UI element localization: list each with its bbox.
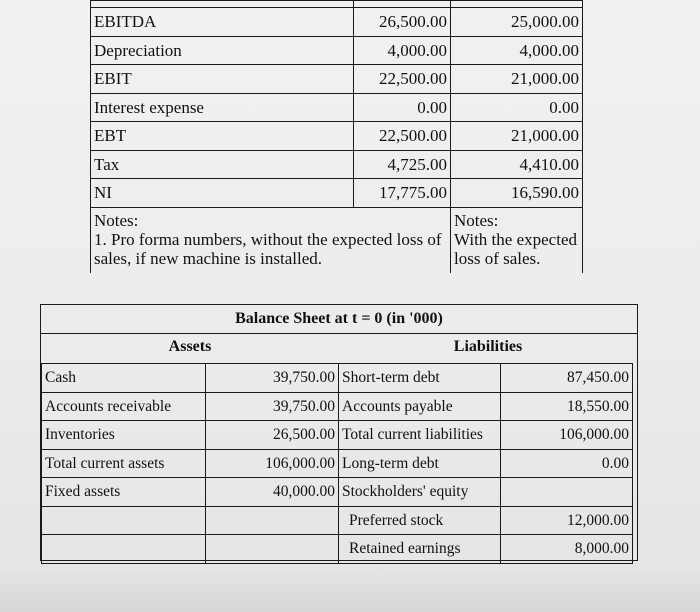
notes-left-line1: 1. Pro forma numbers, without the expected loss of	[94, 229, 442, 249]
table-row-tax	[91, 150, 583, 179]
row-value-1: 17,775.00	[354, 179, 451, 208]
row-value-2: 25,000.00	[451, 8, 583, 37]
notes-right-line2: loss of sales.	[454, 248, 541, 268]
asset-label: Cash	[42, 364, 206, 393]
table-row	[42, 449, 633, 478]
liabilities-header: Liabilities	[453, 338, 523, 355]
balance-sheet	[40, 304, 638, 561]
asset-label	[42, 506, 206, 535]
table-row-ebitda	[91, 8, 583, 37]
asset-label: Inventories	[42, 421, 206, 450]
row-value-2: 0.00	[451, 93, 583, 122]
row-label: Depreciation	[91, 36, 354, 65]
cut-cell	[354, 1, 451, 8]
row-label: EBIT	[91, 65, 354, 94]
table-row-ebt	[91, 122, 583, 151]
table-row	[42, 478, 633, 507]
table-row	[42, 506, 633, 535]
asset-value: 40,000.00	[206, 478, 339, 507]
table-row-ni	[91, 179, 583, 208]
row-label: Tax	[91, 150, 354, 179]
liability-label: Accounts payable	[339, 392, 501, 421]
row-label: EBT	[91, 122, 354, 151]
asset-value: 39,750.00	[206, 364, 339, 393]
photo-shadow	[0, 565, 700, 612]
notes-right-title: Notes:	[454, 210, 499, 230]
liability-value: 18,550.00	[501, 392, 633, 421]
asset-label: Accounts receivable	[42, 392, 206, 421]
asset-value: 39,750.00	[206, 392, 339, 421]
row-value-2: 21,000.00	[451, 122, 583, 151]
liability-label: Short-term debt	[339, 364, 501, 393]
asset-value	[206, 535, 339, 564]
table-row	[42, 535, 633, 564]
balance-sheet-table	[41, 363, 633, 564]
liability-label: Preferred stock	[339, 506, 501, 535]
row-value-2: 16,590.00	[451, 179, 583, 208]
row-value-1: 22,500.00	[354, 65, 451, 94]
row-value-1: 4,725.00	[354, 150, 451, 179]
liability-value	[501, 478, 633, 507]
cut-cell	[91, 1, 354, 8]
table-row	[42, 364, 633, 393]
liability-label: Stockholders' equity	[339, 478, 501, 507]
liability-label: Total current liabilities	[339, 421, 501, 450]
liability-label: Retained earnings	[339, 535, 501, 564]
notes-left-line2: sales, if new machine is installed.	[94, 248, 323, 268]
row-label: EBITDA	[91, 8, 354, 37]
liability-value: 0.00	[501, 449, 633, 478]
balance-sheet-title: Balance Sheet at t = 0 (in '000)	[41, 305, 637, 334]
notes-left	[91, 207, 451, 273]
table-row	[42, 392, 633, 421]
assets-header: Assets	[168, 338, 212, 355]
asset-value: 26,500.00	[206, 421, 339, 450]
notes-right	[451, 207, 583, 273]
cut-cell	[451, 1, 583, 8]
row-value-1: 0.00	[354, 93, 451, 122]
table-row-interest-expense	[91, 93, 583, 122]
asset-label: Fixed assets	[42, 478, 206, 507]
notes-right-line1: With the expected	[454, 229, 577, 249]
liability-value: 8,000.00	[501, 535, 633, 564]
notes-left-title: Notes:	[94, 210, 139, 230]
row-value-1: 4,000.00	[354, 36, 451, 65]
table-row-ebit	[91, 65, 583, 94]
table-row-notes	[91, 207, 583, 273]
liability-label: Long-term debt	[339, 449, 501, 478]
liability-value: 12,000.00	[501, 506, 633, 535]
liability-value: 87,450.00	[501, 364, 633, 393]
asset-label: Total current assets	[42, 449, 206, 478]
row-label: NI	[91, 179, 354, 208]
row-value-1: 22,500.00	[354, 122, 451, 151]
asset-value: 106,000.00	[206, 449, 339, 478]
row-value-2: 4,000.00	[451, 36, 583, 65]
table-row	[42, 421, 633, 450]
liability-value: 106,000.00	[501, 421, 633, 450]
table-row-cut	[91, 1, 583, 8]
row-label: Interest expense	[91, 93, 354, 122]
asset-value	[206, 506, 339, 535]
row-value-1: 26,500.00	[354, 8, 451, 37]
income-statement-table	[90, 0, 583, 273]
row-value-2: 4,410.00	[451, 150, 583, 179]
row-value-2: 21,000.00	[451, 65, 583, 94]
asset-label	[42, 535, 206, 564]
table-row-depreciation	[91, 36, 583, 65]
